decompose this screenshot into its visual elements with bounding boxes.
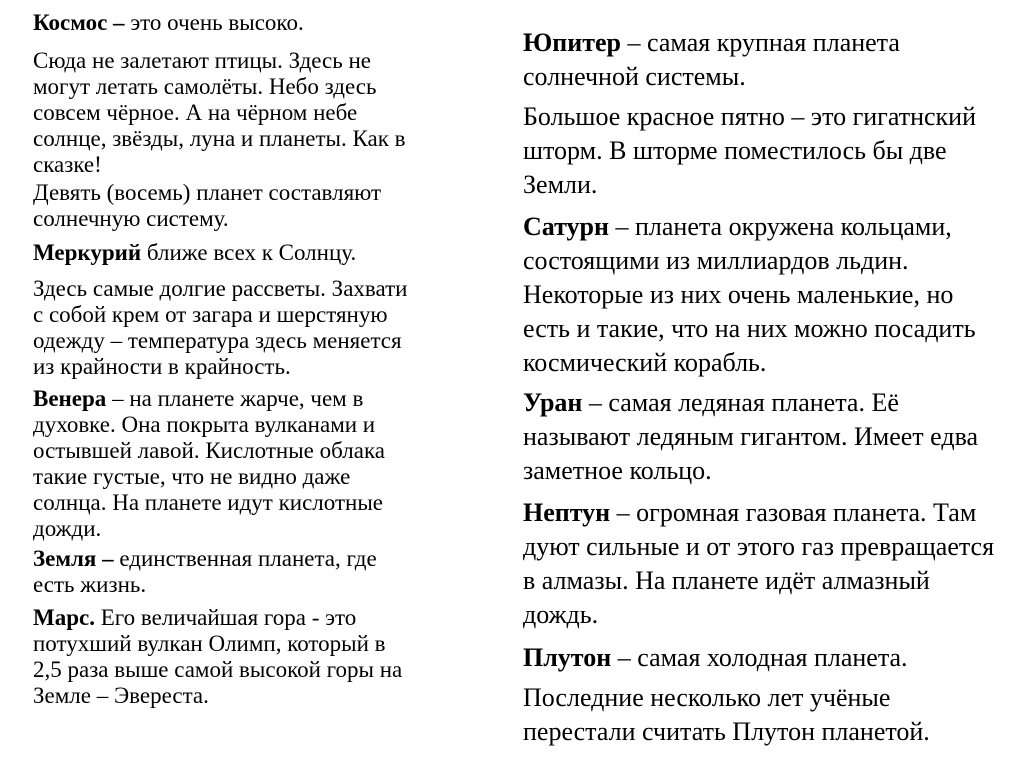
yupiter-body: Большое красное пятно – это гигатнский шторм. В шторме поместилось бы две Земли.	[523, 102, 976, 199]
kosmos-title: Космос –	[33, 10, 125, 35]
uran-paragraph	[523, 386, 978, 488]
zemlya-title: Земля –	[33, 546, 114, 571]
merkury-text: ближе всех к Солнцу.	[141, 240, 357, 265]
neptun-paragraph	[523, 496, 994, 632]
yupiter-title: Юпитер	[523, 28, 622, 57]
pluton-paragraph	[523, 641, 908, 675]
merkury-title: Меркурий	[33, 240, 142, 265]
saturn-text: – планета окружена кольцами, состоящими из миллиардов льдин. Некоторые из них очень маленькие, но есть и такие, что на них можно посадить космический корабль.	[523, 212, 976, 377]
neptun-title: Нептун	[523, 498, 611, 527]
yupiter-paragraph	[523, 26, 900, 94]
mars-paragraph	[33, 605, 402, 709]
yupiter-text: – самая крупная планета солнечной системы.	[523, 28, 900, 91]
merkury-body: Здесь самые долгие рассветы. Захвати с собой крем от загара и шерстяную одежду – температура здесь меняется из крайности в крайность.	[33, 276, 408, 379]
venera-title: Венера	[33, 386, 107, 411]
mars-text: Его величайшая гора - это потухший вулкан Олимп, который в 2,5 раза выше самой высокой горы на Земле – Эвереста.	[33, 605, 403, 708]
saturn-title: Сатурн	[523, 212, 609, 241]
uran-text: – самая ледяная планета. Её называют ледяным гигантом. Имеет едва заметное кольцо.	[523, 388, 979, 485]
pluton-text: – самая холодная планета.	[611, 643, 908, 672]
merkury-paragraph	[33, 240, 356, 266]
zemlya-paragraph	[33, 546, 377, 598]
saturn-paragraph	[523, 210, 976, 380]
venera-text: – на планете жарче, чем в духовке. Она покрыта вулканами и остывшей лавой. Кислотные облака такие густые, что не видно даже солнца. На планете идут кислотные дожди.	[33, 386, 385, 541]
pluton-title: Плутон	[523, 643, 612, 672]
kosmos-text: это очень высоко.	[124, 10, 304, 35]
neptun-text: – огромная газовая планета. Там дуют сильные и от этого газ превращается в алмазы. На планете идёт алмазный дождь.	[523, 498, 995, 629]
kosmos-body: Сюда не залетают птицы. Здесь не могут летать самолёты. Небо здесь совсем чёрное. А на чёрном небе солнце, звёзды, луна и планеты. Как в сказке!	[33, 48, 406, 177]
venera-paragraph	[33, 386, 385, 542]
mars-title: Марс.	[33, 605, 95, 630]
zemlya-text: единственная планета, где есть жизнь.	[33, 546, 377, 597]
pluton-body: Последние несколько лет учёные перестали считать Плутон планетой.	[523, 683, 930, 746]
uran-title: Уран	[523, 388, 583, 417]
planets-count-paragraph: Девять (восемь) планет составляют солнечную систему.	[33, 180, 382, 231]
kosmos-paragraph	[33, 10, 304, 36]
